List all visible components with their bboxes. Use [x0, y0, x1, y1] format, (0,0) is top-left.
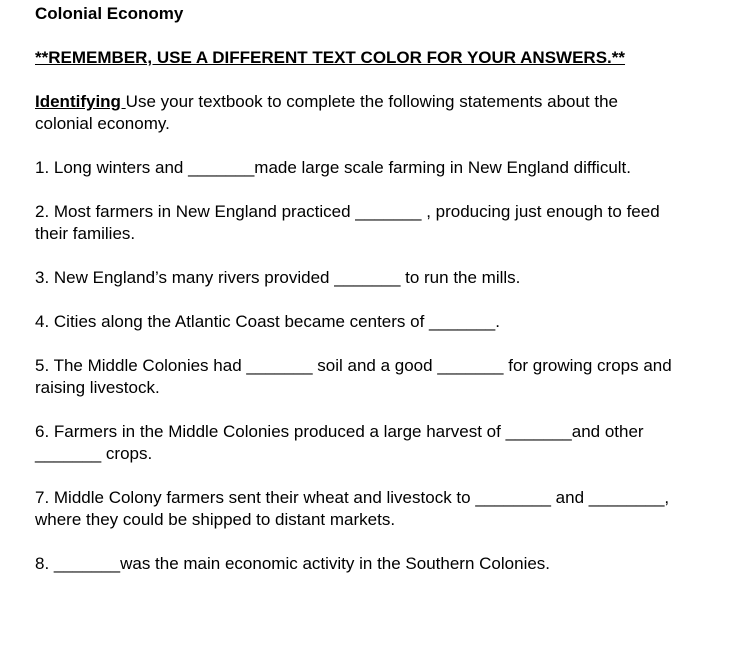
spacer: [35, 399, 672, 421]
question-7: 7. Middle Colony farmers sent their wheat and livestock to ________ and ________, where they could be shipped to distant markets.: [35, 488, 674, 529]
spacer: [35, 333, 672, 355]
spacer: [35, 69, 672, 91]
spacer: [35, 245, 672, 267]
intro-paragraph: [35, 91, 672, 135]
page-title: Colonial Economy: [35, 4, 184, 23]
spacer: [35, 465, 672, 487]
spacer: [35, 25, 672, 47]
question-3: 3. New England’s many rivers provided _______ to run the mills.: [35, 268, 521, 287]
spacer: [35, 531, 672, 553]
question-1: 1. Long winters and _______made large scale farming in New England difficult.: [35, 158, 631, 177]
question-4: 4. Cities along the Atlantic Coast became centers of _______.: [35, 312, 500, 331]
question-6: 6. Farmers in the Middle Colonies produced a large harvest of _______and other _______ crops.: [35, 422, 649, 463]
intro-label: Identifying: [35, 92, 126, 111]
question-8: 8. _______was the main economic activity in the Southern Colonies.: [35, 554, 551, 573]
spacer: [35, 179, 672, 201]
spacer: [35, 289, 672, 311]
intro-text: Use your textbook to complete the following statements about the colonial economy.: [35, 92, 623, 133]
question-2: 2. Most farmers in New England practiced _______ , producing just enough to feed their families.: [35, 202, 665, 243]
reminder-text: **REMEMBER, USE A DIFFERENT TEXT COLOR FOR YOUR ANSWERS.**: [35, 48, 626, 67]
spacer: [35, 135, 672, 157]
question-5: 5. The Middle Colonies had _______ soil and a good _______ for growing crops and raising livestock.: [35, 356, 677, 397]
